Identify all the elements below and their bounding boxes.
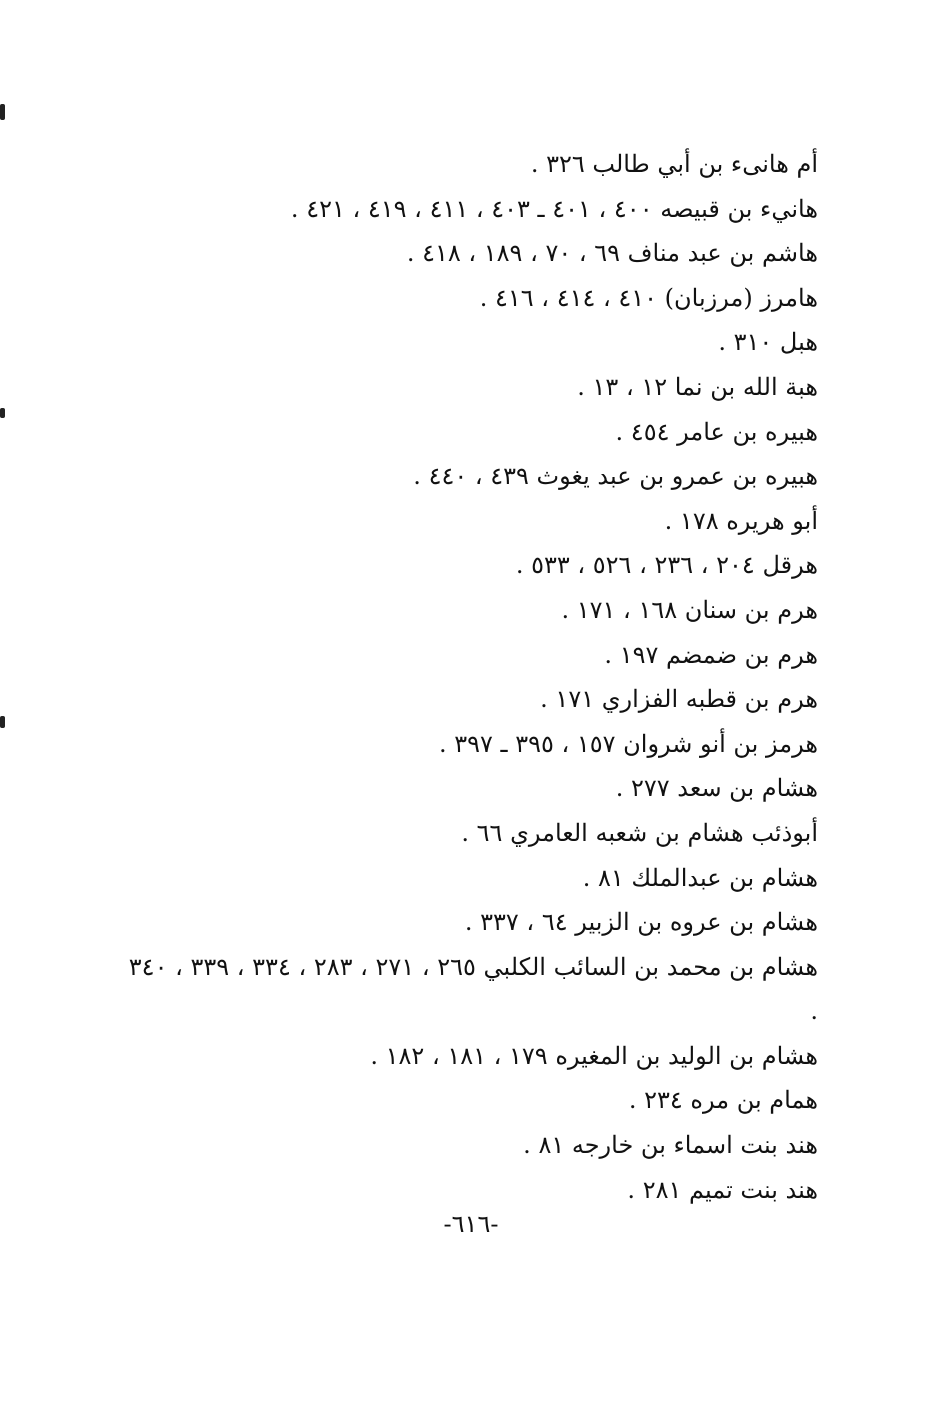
index-entry: أبو هريره ١٧٨ . — [664, 506, 818, 535]
index-entry: هبة الله بن نما ١٢ ، ١٣ . — [577, 372, 818, 401]
index-entry: هشام بن الوليد بن المغيره ١٧٩ ، ١٨١ ، ١٨٢ . — [370, 1041, 818, 1070]
index-entry: أم هانىء بن أبي طالب ٣٢٦ . — [530, 150, 818, 178]
index-entry: هشام بن سعد ٢٧٧ . — [615, 774, 818, 803]
index-entry: هبيره بن عمرو بن عبد يغوث ٤٣٩ ، ٤٤٠ . — [413, 462, 818, 491]
index-entry: هشام بن عبدالملك ٨١ . — [582, 863, 818, 892]
index-entry: هرم بن سنان ١٦٨ ، ١٧١ . — [561, 595, 818, 624]
index-entry: هبل ٣١٠ . — [718, 328, 818, 357]
index-entry: هرم بن قطبه الفزاري ١٧١ . — [540, 685, 818, 714]
scan-edge-mark — [0, 104, 5, 120]
index-entry: هرقل ٢٠٤ ، ٢٣٦ ، ٥٢٦ ، ٥٣٣ . — [515, 551, 818, 580]
index-entry: هانيء بن قبيصه ٤٠٠ ، ٤٠١ ـ ٤٠٣ ، ٤١١ ، ٤١٩ ، ٤٢١ . — [290, 194, 818, 223]
index-entry: هامرز (مرزبان) ٤١٠ ، ٤١٤ ، ٤١٦ . — [479, 283, 818, 312]
index-entry: هرم بن ضمضم ١٩٧ . — [604, 640, 818, 669]
index-entry: هند بنت اسماء بن خارجه ٨١ . — [523, 1131, 818, 1160]
index-entry: هشام بن عروه بن الزبير ٦٤ ، ٣٣٧ . — [464, 908, 818, 937]
index-entry: أبوذئب هشام بن شعبه العامري ٦٦ . — [461, 818, 818, 847]
index-entry: هبيره بن عامر ٤٥٤ . — [615, 417, 818, 446]
page-number: -٦١٦- — [443, 1210, 499, 1238]
index-entry: هشام بن محمد بن السائب الكلبي ٢٦٥ ، ٢٧١ ، ٢٨٣ ، ٣٣٤ ، ٣٣٩ ، ٣٤٠ . — [128, 952, 818, 1026]
index-entry: هند بنت تميم ٢٨١ . — [627, 1175, 818, 1204]
index-entry: هاشم بن عبد مناف ٦٩ ، ٧٠ ، ١٨٩ ، ٤١٨ . — [406, 239, 818, 268]
index-entry: هرمز بن أنو شروان ١٥٧ ، ٣٩٥ ـ ٣٩٧ . — [438, 729, 818, 758]
index-entries — [118, 142, 818, 1212]
scan-edge-mark — [0, 408, 5, 418]
index-entry: همام بن مره ٢٣٤ . — [628, 1086, 818, 1115]
scan-edge-mark — [0, 716, 5, 728]
